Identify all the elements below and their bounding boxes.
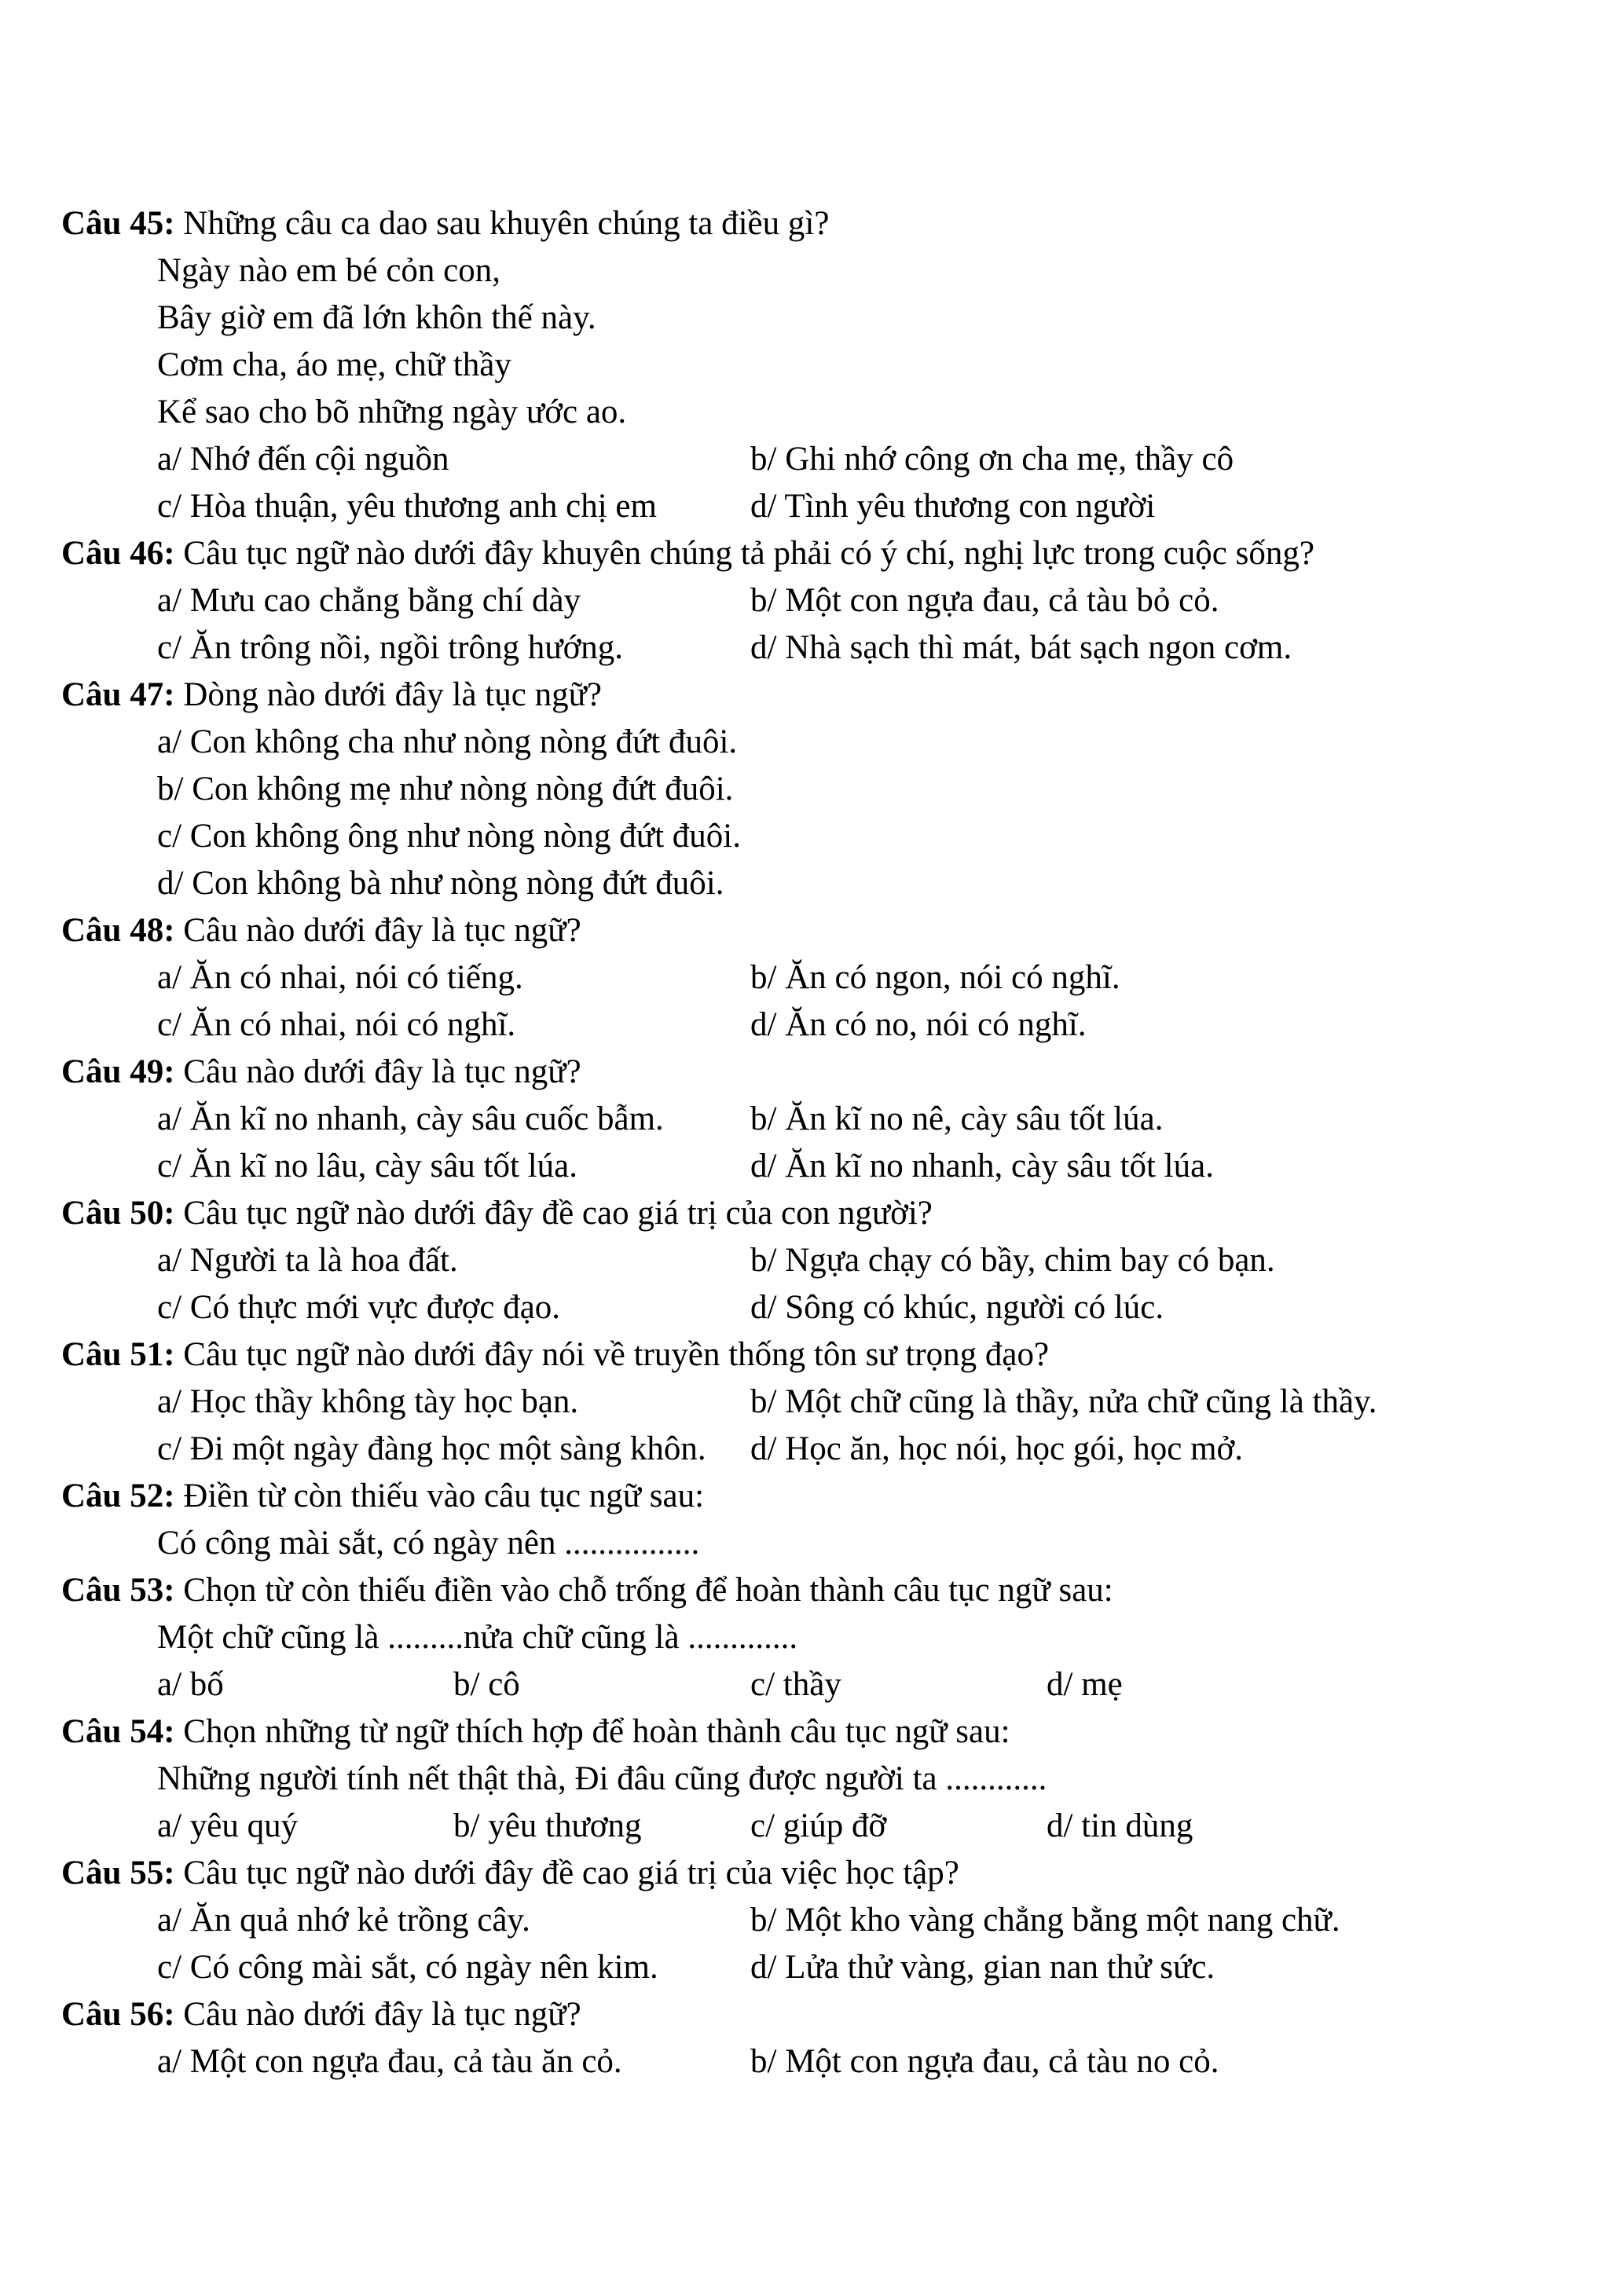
- option-b: b/ cô: [453, 1666, 520, 1703]
- question-label: Câu 53:: [61, 1572, 175, 1609]
- options-row: [61, 1143, 1578, 1190]
- question-text: Những câu ca dao sau khuyên chúng ta điều gì?: [174, 205, 830, 242]
- option-a: a/ Ăn kĩ no nhanh, cày sâu cuốc bẫm.: [157, 1100, 664, 1137]
- question-label: Câu 46:: [61, 535, 175, 572]
- option-d: d/ Lửa thử vàng, gian nan thử sức.: [750, 1949, 1215, 1986]
- option-c: c/ Hòa thuận, yêu thương anh chị em: [157, 488, 657, 525]
- option-d: d/ tin dùng: [1047, 1807, 1193, 1844]
- option-a: a/ Ăn quả nhớ kẻ trồng cây.: [157, 1902, 530, 1939]
- options-row: [61, 577, 1578, 624]
- question-50: [61, 1190, 1578, 1237]
- question-text: Câu nào dưới đây là tục ngữ?: [174, 1996, 581, 2033]
- option-a: a/ yêu quý: [157, 1807, 299, 1844]
- option-b: b/ Một con ngựa đau, cả tàu bỏ cỏ.: [750, 582, 1219, 619]
- question-label: Câu 47:: [61, 676, 175, 713]
- option-c: c/ Có thực mới vực được đạo.: [157, 1289, 561, 1326]
- option-a: a/ Con không cha như nòng nòng đứt đuôi.: [157, 723, 738, 760]
- option-a: a/ Một con ngựa đau, cả tàu ăn cỏ.: [157, 2043, 622, 2080]
- options-row: [61, 1284, 1578, 1331]
- options-row: [61, 1944, 1578, 1991]
- options-row: [61, 1237, 1578, 1284]
- options-row: [61, 1379, 1578, 1426]
- question-label: Câu 51:: [61, 1336, 175, 1373]
- fill-in-line: Có công mài sắt, có ngày nên ................: [157, 1525, 700, 1562]
- option-c: c/ Ăn trông nồi, ngồi trông hướng.: [157, 629, 624, 666]
- option-d: d/ Ăn kĩ no nhanh, cày sâu tốt lúa.: [750, 1148, 1214, 1185]
- option-c: c/ Con không ông như nòng nòng đứt đuôi.: [157, 818, 741, 855]
- options-row: [61, 1803, 1578, 1850]
- option-c: c/ Đi một ngày đàng học một sàng khôn.: [157, 1430, 706, 1467]
- options-row: [61, 483, 1578, 530]
- option-d: d/ mẹ: [1047, 1666, 1123, 1703]
- options-row: [61, 1661, 1578, 1708]
- question-48: [61, 907, 1578, 954]
- option-a: a/ Người ta là hoa đất.: [157, 1242, 458, 1279]
- question-53: [61, 1567, 1578, 1614]
- option-b: b/ Một chữ cũng là thầy, nửa chữ cũng là thầy.: [750, 1383, 1377, 1420]
- document-page: [61, 200, 1578, 2085]
- option-b: b/ Con không mẹ như nòng nòng đứt đuôi.: [157, 771, 734, 807]
- question-label: Câu 54:: [61, 1713, 175, 1750]
- poem-line: Cơm cha, áo mẹ, chữ thầy: [157, 346, 511, 383]
- question-label: Câu 55:: [61, 1855, 175, 1891]
- options-row: [61, 2038, 1578, 2085]
- option-b: b/ Một con ngựa đau, cả tàu no cỏ.: [750, 2043, 1219, 2080]
- option-b: b/ Ăn có ngon, nói có nghĩ.: [750, 959, 1120, 996]
- question-text: Chọn từ còn thiếu điền vào chỗ trống để hoàn thành câu tục ngữ sau:: [174, 1572, 1113, 1609]
- option-a: a/ Học thầy không tày học bạn.: [157, 1383, 579, 1420]
- options-row: [61, 624, 1578, 672]
- option-b: b/ Ăn kĩ no nê, cày sâu tốt lúa.: [750, 1100, 1164, 1137]
- option-b: b/ yêu thương: [453, 1807, 642, 1844]
- question-text: Câu tục ngữ nào dưới đây khuyên chúng tả phải có ý chí, nghị lực trong cuộc sống?: [174, 535, 1314, 572]
- option-d: d/ Sông có khúc, người có lúc.: [750, 1289, 1164, 1326]
- option-b: b/ Một kho vàng chẳng bằng một nang chữ.: [750, 1902, 1340, 1939]
- poem-line: Kể sao cho bõ những ngày ước ao.: [157, 394, 627, 430]
- question-label: Câu 50:: [61, 1195, 175, 1232]
- poem-line: Ngày nào em bé cỏn con,: [157, 252, 501, 289]
- option-d: d/ Ăn có no, nói có nghĩ.: [750, 1006, 1087, 1043]
- question-51: [61, 1331, 1578, 1379]
- question-text: Câu nào dưới đây là tục ngữ?: [174, 1053, 581, 1090]
- poem-line: Bây giờ em đã lớn khôn thế này.: [157, 299, 596, 336]
- question-text: Câu tục ngữ nào dưới đây đề cao giá trị của việc học tập?: [174, 1855, 959, 1891]
- question-47: [61, 672, 1578, 719]
- option-d: d/ Học ăn, học nói, học gói, học mở.: [750, 1430, 1244, 1467]
- question-label: Câu 56:: [61, 1996, 175, 2033]
- option-b: b/ Ghi nhớ công ơn cha mẹ, thầy cô: [750, 441, 1234, 478]
- options-row: [61, 436, 1578, 483]
- option-d: d/ Nhà sạch thì mát, bát sạch ngon cơm.: [750, 629, 1292, 666]
- options-row: [61, 1897, 1578, 1944]
- question-text: Câu nào dưới đây là tục ngữ?: [174, 912, 581, 949]
- option-d: d/ Con không bà như nòng nòng đứt đuôi.: [157, 865, 724, 902]
- question-54: [61, 1708, 1578, 1756]
- question-text: Dòng nào dưới đây là tục ngữ?: [174, 676, 602, 713]
- options-row: [61, 1096, 1578, 1143]
- question-text: Câu tục ngữ nào dưới đây đề cao giá trị của con người?: [174, 1195, 933, 1232]
- question-45: [61, 200, 1578, 247]
- question-label: Câu 52:: [61, 1478, 175, 1514]
- option-c: c/ Có công mài sắt, có ngày nên kim.: [157, 1949, 658, 1986]
- options-row: [61, 1002, 1578, 1049]
- question-55: [61, 1850, 1578, 1897]
- question-label: Câu 45:: [61, 205, 175, 242]
- options-row: [61, 954, 1578, 1002]
- option-c: c/ giúp đỡ: [750, 1807, 887, 1844]
- option-d: d/ Tình yêu thương con người: [750, 488, 1156, 525]
- question-label: Câu 49:: [61, 1053, 175, 1090]
- option-b: b/ Ngựa chạy có bầy, chim bay có bạn.: [750, 1242, 1275, 1279]
- question-49: [61, 1049, 1578, 1096]
- question-46: [61, 530, 1578, 577]
- question-56: [61, 1991, 1578, 2038]
- option-c: c/ Ăn có nhai, nói có nghĩ.: [157, 1006, 516, 1043]
- question-text: Câu tục ngữ nào dưới đây nói về truyền thống tôn sư trọng đạo?: [174, 1336, 1050, 1373]
- fill-in-line: Những người tính nết thật thà, Đi đâu cũng được người ta ............: [157, 1760, 1047, 1797]
- question-text: Chọn những từ ngữ thích hợp để hoàn thành câu tục ngữ sau:: [174, 1713, 1010, 1750]
- question-text: Điền từ còn thiếu vào câu tục ngữ sau:: [174, 1478, 705, 1514]
- question-52: [61, 1473, 1578, 1520]
- options-row: [61, 1426, 1578, 1473]
- option-a: a/ Mưu cao chẳng bằng chí dày: [157, 582, 581, 619]
- option-c: c/ Ăn kĩ no lâu, cày sâu tốt lúa.: [157, 1148, 577, 1185]
- option-a: a/ bố: [157, 1666, 224, 1703]
- option-c: c/ thầy: [750, 1666, 841, 1703]
- option-a: a/ Nhớ đến cội nguồn: [157, 441, 449, 478]
- fill-in-line: Một chữ cũng là .........nửa chữ cũng là .............: [157, 1619, 798, 1656]
- question-label: Câu 48:: [61, 912, 175, 949]
- option-a: a/ Ăn có nhai, nói có tiếng.: [157, 959, 523, 996]
